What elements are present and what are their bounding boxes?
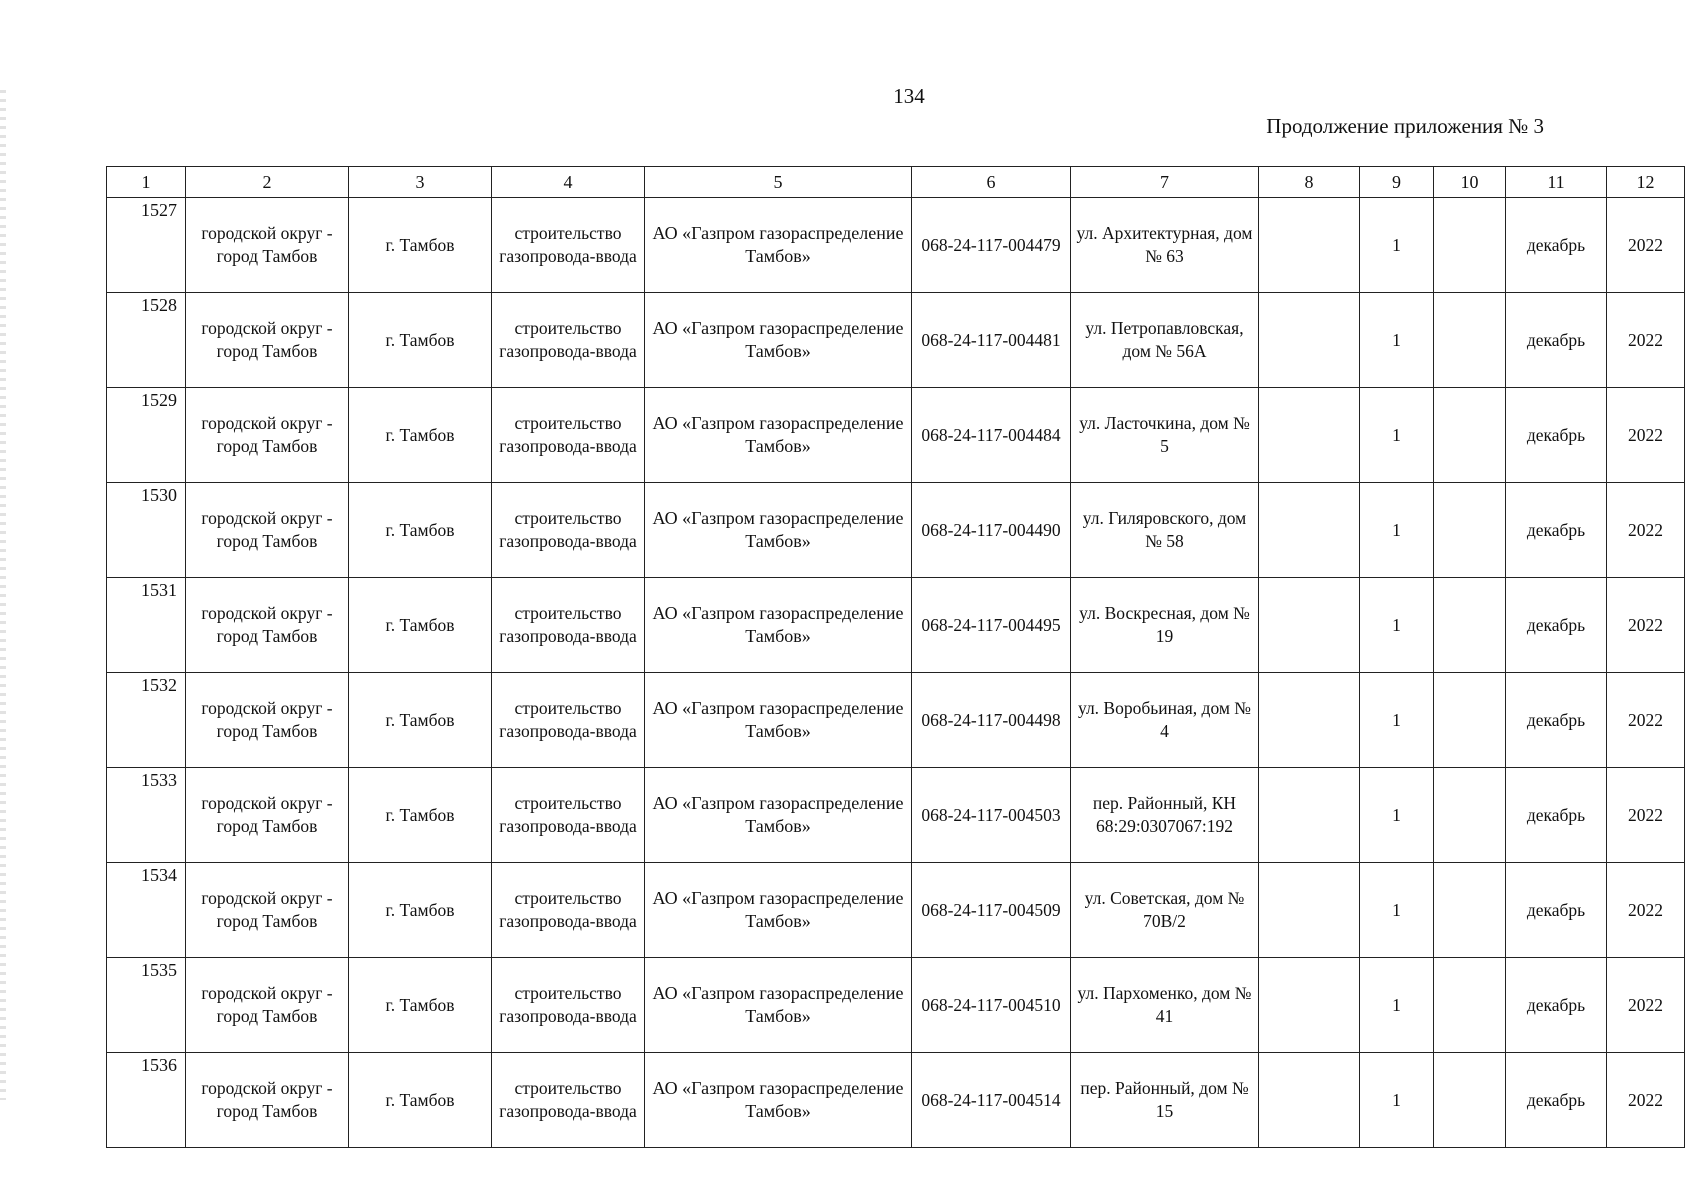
address-cell: ул. Петропавловская, дом № 56А bbox=[1071, 293, 1259, 388]
year-cell: 2022 bbox=[1607, 863, 1685, 958]
column-header: 1 bbox=[107, 167, 186, 198]
column-number-row bbox=[107, 167, 1685, 198]
column-header: 11 bbox=[1506, 167, 1607, 198]
locality-cell: г. Тамбов bbox=[349, 198, 492, 293]
row-number: 1535 bbox=[107, 958, 186, 1053]
quantity-cell: 1 bbox=[1360, 293, 1434, 388]
year-cell: 2022 bbox=[1607, 293, 1685, 388]
continuation-title: Продолжение приложения № 3 bbox=[1266, 114, 1544, 138]
column-10-cell bbox=[1434, 293, 1506, 388]
row-number: 1531 bbox=[107, 578, 186, 673]
column-10-cell bbox=[1434, 863, 1506, 958]
organization-cell: АО «Газпром газораспределение Тамбов» bbox=[645, 198, 912, 293]
table-row bbox=[107, 958, 1685, 1053]
work-type-cell: строительство газопровода-ввода bbox=[492, 293, 645, 388]
quantity-cell: 1 bbox=[1360, 863, 1434, 958]
column-header: 12 bbox=[1607, 167, 1685, 198]
quantity-cell: 1 bbox=[1360, 483, 1434, 578]
column-10-cell bbox=[1434, 483, 1506, 578]
column-10-cell bbox=[1434, 1053, 1506, 1148]
table-row bbox=[107, 863, 1685, 958]
registry-body bbox=[107, 198, 1685, 1148]
table-row bbox=[107, 673, 1685, 768]
table-row bbox=[107, 1053, 1685, 1148]
district-cell: городской округ - город Тамбов bbox=[186, 293, 349, 388]
quantity-cell: 1 bbox=[1360, 198, 1434, 293]
quantity-cell: 1 bbox=[1360, 578, 1434, 673]
column-8-cell bbox=[1259, 293, 1360, 388]
object-code-cell: 068-24-117-004479 bbox=[912, 198, 1071, 293]
object-code-cell: 068-24-117-004484 bbox=[912, 388, 1071, 483]
quantity-cell: 1 bbox=[1360, 1053, 1434, 1148]
locality-cell: г. Тамбов bbox=[349, 483, 492, 578]
organization-cell: АО «Газпром газораспределение Тамбов» bbox=[645, 958, 912, 1053]
locality-cell: г. Тамбов bbox=[349, 578, 492, 673]
organization-cell: АО «Газпром газораспределение Тамбов» bbox=[645, 388, 912, 483]
table-row bbox=[107, 198, 1685, 293]
object-code-cell: 068-24-117-004514 bbox=[912, 1053, 1071, 1148]
row-number: 1534 bbox=[107, 863, 186, 958]
row-number: 1530 bbox=[107, 483, 186, 578]
column-header: 9 bbox=[1360, 167, 1434, 198]
object-code-cell: 068-24-117-004498 bbox=[912, 673, 1071, 768]
work-type-cell: строительство газопровода-ввода bbox=[492, 578, 645, 673]
table-row bbox=[107, 388, 1685, 483]
work-type-cell: строительство газопровода-ввода bbox=[492, 198, 645, 293]
district-cell: городской округ - город Тамбов bbox=[186, 958, 349, 1053]
column-10-cell bbox=[1434, 958, 1506, 1053]
column-header: 8 bbox=[1259, 167, 1360, 198]
district-cell: городской округ - город Тамбов bbox=[186, 388, 349, 483]
object-code-cell: 068-24-117-004495 bbox=[912, 578, 1071, 673]
column-header: 6 bbox=[912, 167, 1071, 198]
year-cell: 2022 bbox=[1607, 958, 1685, 1053]
column-header: 10 bbox=[1434, 167, 1506, 198]
object-code-cell: 068-24-117-004510 bbox=[912, 958, 1071, 1053]
address-cell: ул. Пархоменко, дом № 41 bbox=[1071, 958, 1259, 1053]
month-cell: декабрь bbox=[1506, 768, 1607, 863]
year-cell: 2022 bbox=[1607, 388, 1685, 483]
month-cell: декабрь bbox=[1506, 578, 1607, 673]
work-type-cell: строительство газопровода-ввода bbox=[492, 768, 645, 863]
locality-cell: г. Тамбов bbox=[349, 673, 492, 768]
column-8-cell bbox=[1259, 578, 1360, 673]
object-code-cell: 068-24-117-004503 bbox=[912, 768, 1071, 863]
column-10-cell bbox=[1434, 198, 1506, 293]
district-cell: городской округ - город Тамбов bbox=[186, 198, 349, 293]
quantity-cell: 1 bbox=[1360, 958, 1434, 1053]
registry-table bbox=[106, 166, 1685, 1148]
month-cell: декабрь bbox=[1506, 198, 1607, 293]
table-row bbox=[107, 483, 1685, 578]
column-8-cell bbox=[1259, 388, 1360, 483]
column-header: 5 bbox=[645, 167, 912, 198]
year-cell: 2022 bbox=[1607, 483, 1685, 578]
row-number: 1536 bbox=[107, 1053, 186, 1148]
address-cell: ул. Воробьиная, дом № 4 bbox=[1071, 673, 1259, 768]
organization-cell: АО «Газпром газораспределение Тамбов» bbox=[645, 863, 912, 958]
year-cell: 2022 bbox=[1607, 673, 1685, 768]
object-code-cell: 068-24-117-004509 bbox=[912, 863, 1071, 958]
column-10-cell bbox=[1434, 673, 1506, 768]
year-cell: 2022 bbox=[1607, 768, 1685, 863]
year-cell: 2022 bbox=[1607, 1053, 1685, 1148]
column-8-cell bbox=[1259, 673, 1360, 768]
address-cell: пер. Районный, дом № 15 bbox=[1071, 1053, 1259, 1148]
address-cell: ул. Гиляровского, дом № 58 bbox=[1071, 483, 1259, 578]
organization-cell: АО «Газпром газораспределение Тамбов» bbox=[645, 578, 912, 673]
quantity-cell: 1 bbox=[1360, 768, 1434, 863]
work-type-cell: строительство газопровода-ввода bbox=[492, 388, 645, 483]
district-cell: городской округ - город Тамбов bbox=[186, 578, 349, 673]
work-type-cell: строительство газопровода-ввода bbox=[492, 958, 645, 1053]
column-header: 7 bbox=[1071, 167, 1259, 198]
month-cell: декабрь bbox=[1506, 673, 1607, 768]
column-10-cell bbox=[1434, 578, 1506, 673]
column-8-cell bbox=[1259, 768, 1360, 863]
organization-cell: АО «Газпром газораспределение Тамбов» bbox=[645, 293, 912, 388]
organization-cell: АО «Газпром газораспределение Тамбов» bbox=[645, 483, 912, 578]
row-number: 1528 bbox=[107, 293, 186, 388]
row-number: 1527 bbox=[107, 198, 186, 293]
locality-cell: г. Тамбов bbox=[349, 958, 492, 1053]
quantity-cell: 1 bbox=[1360, 388, 1434, 483]
district-cell: городской округ - город Тамбов bbox=[186, 863, 349, 958]
column-8-cell bbox=[1259, 863, 1360, 958]
month-cell: декабрь bbox=[1506, 863, 1607, 958]
address-cell: ул. Советская, дом № 70В/2 bbox=[1071, 863, 1259, 958]
locality-cell: г. Тамбов bbox=[349, 863, 492, 958]
work-type-cell: строительство газопровода-ввода bbox=[492, 483, 645, 578]
object-code-cell: 068-24-117-004490 bbox=[912, 483, 1071, 578]
address-cell: пер. Районный, КН 68:29:0307067:192 bbox=[1071, 768, 1259, 863]
locality-cell: г. Тамбов bbox=[349, 768, 492, 863]
column-8-cell bbox=[1259, 1053, 1360, 1148]
locality-cell: г. Тамбов bbox=[349, 388, 492, 483]
row-number: 1529 bbox=[107, 388, 186, 483]
row-number: 1532 bbox=[107, 673, 186, 768]
column-8-cell bbox=[1259, 198, 1360, 293]
object-code-cell: 068-24-117-004481 bbox=[912, 293, 1071, 388]
scan-edge-artifact bbox=[0, 90, 6, 1100]
column-header: 4 bbox=[492, 167, 645, 198]
quantity-cell: 1 bbox=[1360, 673, 1434, 768]
year-cell: 2022 bbox=[1607, 198, 1685, 293]
organization-cell: АО «Газпром газораспределение Тамбов» bbox=[645, 673, 912, 768]
district-cell: городской округ - город Тамбов bbox=[186, 1053, 349, 1148]
district-cell: городской округ - город Тамбов bbox=[186, 483, 349, 578]
page-number: 134 bbox=[893, 84, 925, 108]
row-number: 1533 bbox=[107, 768, 186, 863]
year-cell: 2022 bbox=[1607, 578, 1685, 673]
month-cell: декабрь bbox=[1506, 958, 1607, 1053]
work-type-cell: строительство газопровода-ввода bbox=[492, 863, 645, 958]
locality-cell: г. Тамбов bbox=[349, 1053, 492, 1148]
address-cell: ул. Архитектурная, дом № 63 bbox=[1071, 198, 1259, 293]
organization-cell: АО «Газпром газораспределение Тамбов» bbox=[645, 768, 912, 863]
district-cell: городской округ - город Тамбов bbox=[186, 768, 349, 863]
column-8-cell bbox=[1259, 958, 1360, 1053]
locality-cell: г. Тамбов bbox=[349, 293, 492, 388]
month-cell: декабрь bbox=[1506, 388, 1607, 483]
table-row bbox=[107, 293, 1685, 388]
month-cell: декабрь bbox=[1506, 483, 1607, 578]
table-row bbox=[107, 578, 1685, 673]
column-header: 2 bbox=[186, 167, 349, 198]
table-row bbox=[107, 768, 1685, 863]
month-cell: декабрь bbox=[1506, 1053, 1607, 1148]
column-10-cell bbox=[1434, 768, 1506, 863]
organization-cell: АО «Газпром газораспределение Тамбов» bbox=[645, 1053, 912, 1148]
column-header: 3 bbox=[349, 167, 492, 198]
column-8-cell bbox=[1259, 483, 1360, 578]
address-cell: ул. Воскресная, дом № 19 bbox=[1071, 578, 1259, 673]
work-type-cell: строительство газопровода-ввода bbox=[492, 1053, 645, 1148]
column-10-cell bbox=[1434, 388, 1506, 483]
month-cell: декабрь bbox=[1506, 293, 1607, 388]
district-cell: городской округ - город Тамбов bbox=[186, 673, 349, 768]
address-cell: ул. Ласточкина, дом № 5 bbox=[1071, 388, 1259, 483]
work-type-cell: строительство газопровода-ввода bbox=[492, 673, 645, 768]
